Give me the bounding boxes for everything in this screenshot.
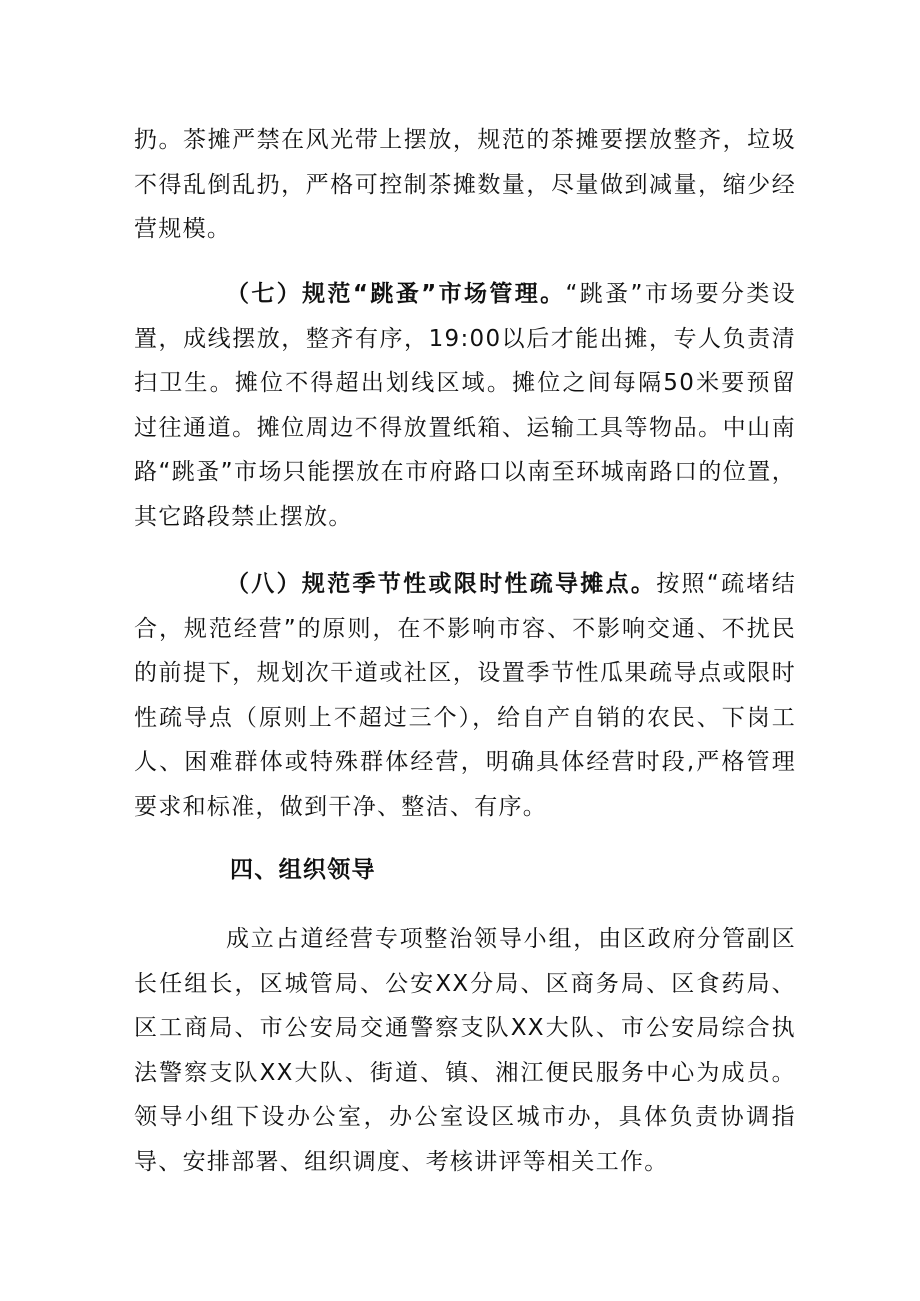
section-7-body: “跳蚤”市场要分类设置，成线摆放，整齐有序，19:00以后才能出摊，专人负责清扫卫生。摊位不得超出划线区域。摊位之间每隔50米要预留过往通道。摊位周边不得放置纸箱、运输工具等物品。中山南路“跳蚤”市场只能摆放在市府路口以南至环城南路口的位置，其它路段禁止摆放。 xyxy=(134,281,796,530)
section-heading-organization: 四、组织领导 xyxy=(230,857,376,883)
paragraph-flea-market xyxy=(134,272,796,539)
paragraph-seasonal-stalls xyxy=(134,562,796,829)
section-8-body: 按照“疏堵结合，规范经营”的原则，在不影响市容、不影响交通、不扰民的前提下，规划次干道或社区，设置季节性瓜果疏导点或限时性疏导点（原则上不超过三个），给自产自销的农民、下岗工人、困难群体或特殊群体经营，明确具体经营时段,严格管理要求和标准，做到干净、整洁、有序。 xyxy=(134,571,796,820)
paragraph-tea-stalls: 扔。茶摊严禁在风光带上摆放，规范的茶摊要摆放整齐，垃圾不得乱倒乱扔，严格可控制茶摊数量，尽量做到减量，缩少经营规模。 xyxy=(134,127,796,242)
section-8-title: （八）规范季节性或限时性疏导摊点。 xyxy=(226,571,657,597)
section-7-title: （七）规范“跳蚤”市场管理。 xyxy=(226,281,566,307)
paragraph-leadership-group: 成立占道经营专项整治领导小组，由区政府分管副区长任组长，区城管局、公安XX分局、区商务局、区食药局、区工商局、市公安局交通警察支队XX大队、市公安局综合执法警察支队XX大队、街道、镇、湘江便民服务中心为成员。领导小组下设办公室，办公室设区城市办，具体负责协调指导、安排部署、组织调度、考核讲评等相关工作。 xyxy=(134,926,796,1175)
